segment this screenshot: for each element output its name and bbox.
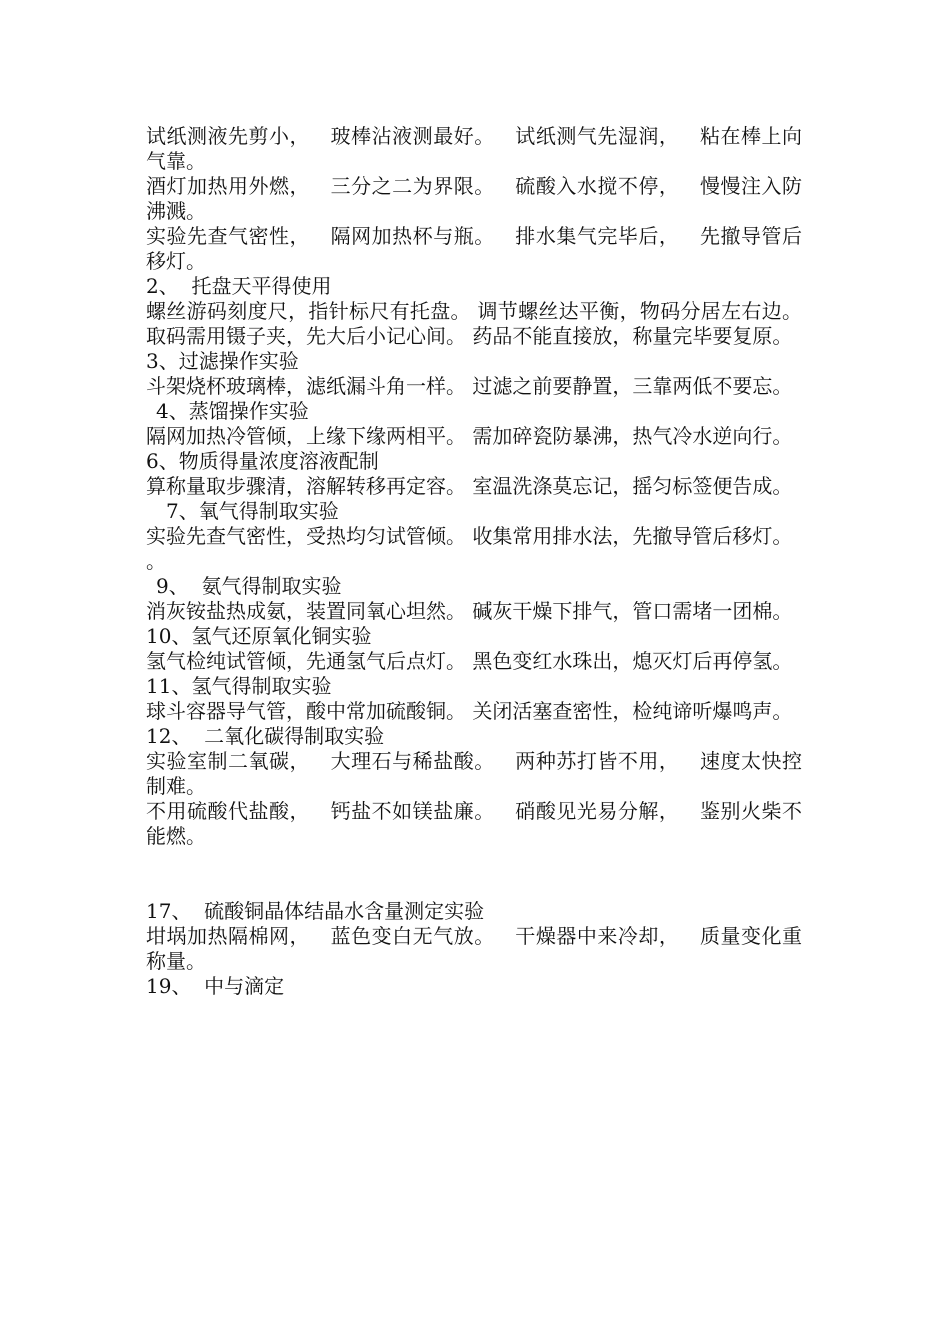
section-heading: 12、 二氧化碳得制取实验 xyxy=(146,724,385,748)
section-heading: 17、 硫酸铜晶体结晶水含量测定实验 xyxy=(146,899,485,923)
text-paragraph: 实验先查气密性，受热均匀试管倾。 收集常用排水法，先撤导管后移灯。 xyxy=(146,524,793,548)
blank-gap xyxy=(146,849,802,899)
document-body xyxy=(146,124,815,999)
section-heading: 6、物质得量浓度溶液配制 xyxy=(146,449,379,473)
text-paragraph: 隔网加热冷管倾，上缘下缘两相平。 需加碎瓷防暴沸，热气冷水逆向行。 xyxy=(146,424,793,448)
text-paragraph: 不用硫酸代盐酸， 钙盐不如镁盐廉。 硝酸见光易分解， 鉴别火柴不能燃。 xyxy=(146,799,802,848)
text-paragraph: 坩埚加热隔棉网， 蓝色变白无气放。 干燥器中来冷却， 质量变化重称量。 xyxy=(146,924,802,973)
section-heading: 7、氧气得制取实验 xyxy=(166,499,339,523)
section-heading: 19、 中与滴定 xyxy=(146,974,285,998)
section-heading: 4、蒸馏操作实验 xyxy=(156,399,309,423)
text-paragraph: 实验室制二氧碳， 大理石与稀盐酸。 两种苏打皆不用， 速度太快控制难。 xyxy=(146,749,802,798)
section-heading: 9、 氨气得制取实验 xyxy=(156,574,342,598)
text-paragraph: 算称量取步骤清，溶解转移再定容。 室温洗涤莫忘记，摇匀标签便告成。 xyxy=(146,474,793,498)
text-paragraph: 实验先查气密性， 隔网加热杯与瓶。 排水集气完毕后， 先撤导管后移灯。 xyxy=(146,224,802,273)
section-heading: 10、氢气还原氧化铜实验 xyxy=(146,624,372,648)
text-paragraph: 试纸测液先剪小， 玻棒沾液测最好。 试纸测气先湿润， 粘在棒上向气靠。 xyxy=(146,124,802,173)
text-paragraph: 斗架烧杯玻璃棒，滤纸漏斗角一样。 过滤之前要静置，三靠两低不要忘。 xyxy=(146,374,793,398)
text-paragraph: 。 xyxy=(146,549,166,573)
text-paragraph: 螺丝游码刻度尺，指针标尺有托盘。 调节螺丝达平衡，物码分居左右边。 取码需用镊子夹，先大后小记心间。 药品不能直接放，称量完毕要复原。 xyxy=(146,299,815,348)
text-paragraph: 酒灯加热用外燃， 三分之二为界限。 硫酸入水搅不停， 慢慢注入防沸溅。 xyxy=(146,174,802,223)
section-heading: 2、 托盘天平得使用 xyxy=(146,274,332,298)
text-paragraph: 氢气检纯试管倾，先通氢气后点灯。 黑色变红水珠出，熄灭灯后再停氢。 xyxy=(146,649,793,673)
text-paragraph: 消灰铵盐热成氨，装置同氧心坦然。 碱灰干燥下排气，管口需堵一团棉。 xyxy=(146,599,793,623)
section-heading: 11、氢气得制取实验 xyxy=(146,674,332,698)
section-heading: 3、过滤操作实验 xyxy=(146,349,299,373)
text-paragraph: 球斗容器导气管，酸中常加硫酸铜。 关闭活塞查密性，检纯谛听爆鸣声。 xyxy=(146,699,793,723)
